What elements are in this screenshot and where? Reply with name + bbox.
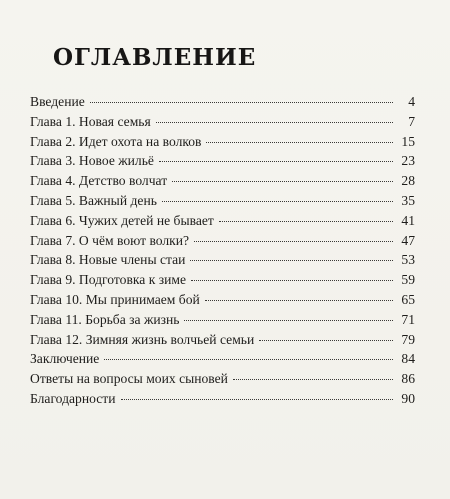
toc-entry <box>30 231 415 251</box>
dot-leader <box>156 122 393 123</box>
toc-entry-label: Глава 2. Идет охота на волков <box>30 133 202 149</box>
toc-entry <box>30 250 415 270</box>
dot-leader <box>190 260 393 261</box>
toc-entry-page: 15 <box>401 133 415 149</box>
toc-entry <box>30 151 415 171</box>
dot-leader <box>259 340 393 341</box>
toc-entry-label: Глава 11. Борьба за жизнь <box>30 311 180 327</box>
toc-entry-label: Глава 10. Мы принимаем бой <box>30 291 200 307</box>
toc-entry-page: 7 <box>408 113 415 129</box>
toc-entry-page: 65 <box>401 291 415 307</box>
toc-entry <box>30 290 415 310</box>
toc-entry-label: Глава 1. Новая семья <box>30 113 151 129</box>
toc-entry-page: 90 <box>401 390 415 406</box>
dot-leader <box>194 241 393 242</box>
dot-leader <box>184 320 393 321</box>
table-of-contents <box>30 92 415 409</box>
toc-entry-page: 35 <box>401 192 415 208</box>
toc-entry-label: Заключение <box>30 351 100 367</box>
toc-entry-page: 23 <box>401 153 415 169</box>
toc-entry-label: Глава 3. Новое жильё <box>30 153 154 169</box>
toc-entry-page: 71 <box>401 311 415 327</box>
toc-entry <box>30 112 415 132</box>
toc-entry <box>30 132 415 152</box>
toc-entry <box>30 349 415 369</box>
toc-entry-page: 47 <box>401 232 415 248</box>
dot-leader <box>90 102 393 103</box>
toc-entry-page: 86 <box>401 371 415 387</box>
dot-leader <box>206 142 393 143</box>
toc-entry-page: 4 <box>408 94 415 109</box>
dot-leader <box>159 161 393 162</box>
toc-entry <box>30 389 415 409</box>
toc-entry <box>30 92 415 112</box>
dot-leader <box>104 359 393 360</box>
toc-entry <box>30 191 415 211</box>
toc-entry-label: Глава 9. Подготовка к зиме <box>30 272 187 288</box>
toc-entry <box>30 211 415 231</box>
toc-entry-label: Глава 12. Зимняя жизнь волчьей семьи <box>30 331 255 347</box>
dot-leader <box>233 379 393 380</box>
toc-entry-page: 41 <box>401 212 415 228</box>
toc-entry-page: 28 <box>401 173 415 189</box>
toc-entry-label: Введение <box>30 94 85 109</box>
toc-entry-label: Глава 6. Чужих детей не бывает <box>30 212 214 228</box>
toc-entry-label: Благодарности <box>30 390 116 406</box>
toc-entry <box>30 330 415 350</box>
toc-entry-label: Ответы на вопросы моих сыновей <box>30 371 228 387</box>
toc-entry <box>30 270 415 290</box>
toc-entry-page: 53 <box>401 252 415 268</box>
dot-leader <box>172 181 393 182</box>
dot-leader <box>191 280 393 281</box>
dot-leader <box>121 399 394 400</box>
dot-leader <box>205 300 393 301</box>
page-title: ОГЛАВЛЕНИЕ <box>53 44 257 71</box>
toc-entry <box>30 310 415 330</box>
dot-leader <box>219 221 393 222</box>
toc-entry-label: Глава 4. Детство волчат <box>30 173 168 189</box>
toc-entry-page: 79 <box>401 331 415 347</box>
toc-entry <box>30 171 415 191</box>
toc-entry-label: Глава 5. Важный день <box>30 192 157 208</box>
dot-leader <box>162 201 393 202</box>
toc-entry-label: Глава 7. О чём воют волки? <box>30 232 190 248</box>
toc-entry-page: 59 <box>401 272 415 288</box>
toc-entry <box>30 369 415 389</box>
toc-entry-label: Глава 8. Новые члены стаи <box>30 252 186 268</box>
toc-entry-page: 84 <box>401 351 415 367</box>
